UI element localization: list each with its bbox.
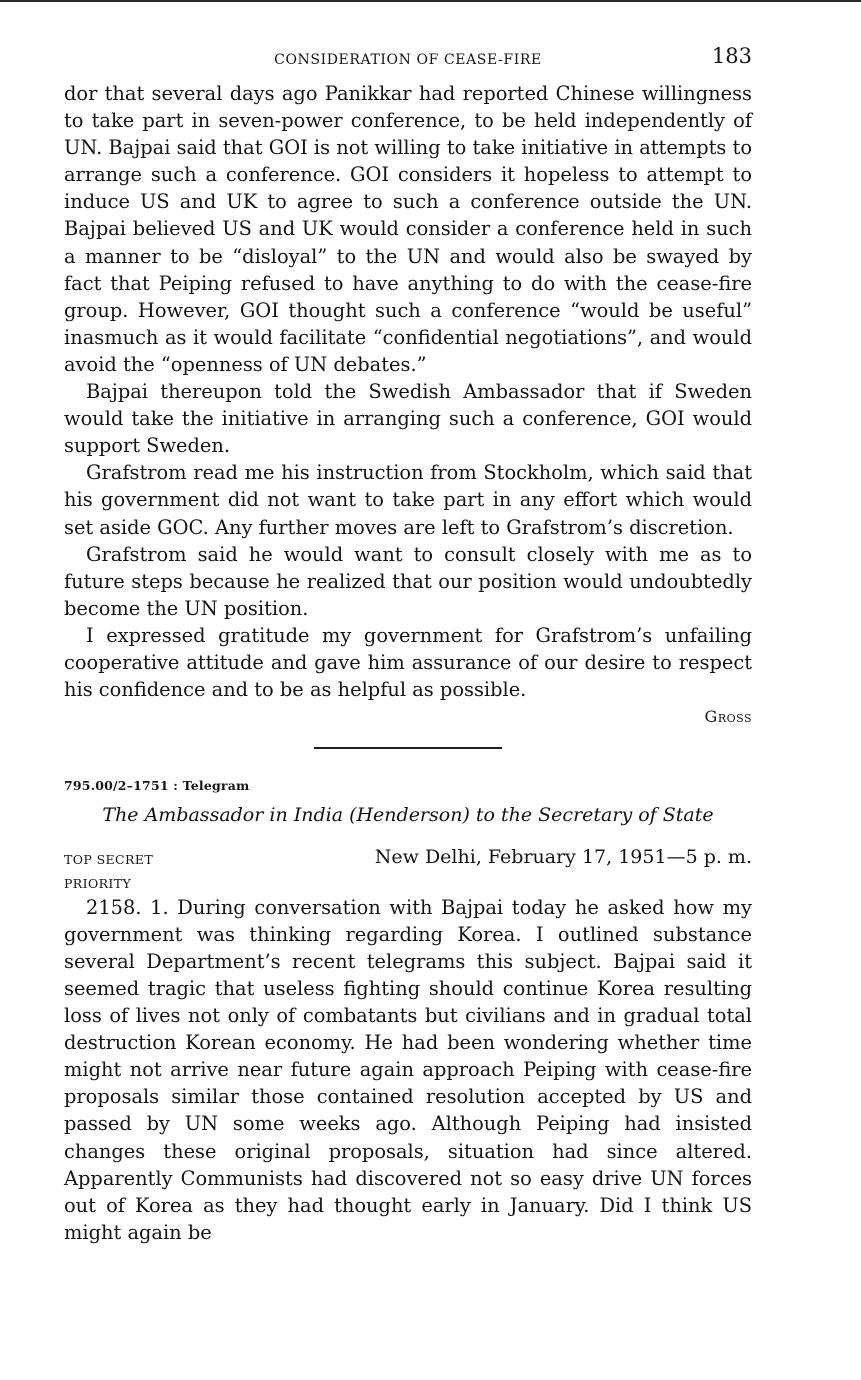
classification-label: TOP SECRET [64,851,154,867]
running-head-title: CONSIDERATION OF CEASE-FIRE [274,52,542,68]
page-number: 183 [711,44,752,68]
priority-label: PRIORITY [64,875,132,891]
paragraph: Grafstrom said he would want to consult closely with me as to future steps because he realized that our position would undoubtedly become the UN position. [64,542,752,620]
page-top-rule [0,0,861,2]
dateline: New Delhi, February 17, 1951—5 p. m. [374,845,752,868]
signature [64,706,752,728]
section-divider [314,747,502,749]
running-head [64,42,752,80]
telegram-body [64,894,752,1246]
document-page [64,42,752,1246]
document-meta [64,846,752,872]
file-reference: 795.00/2–1751 : Telegram [64,777,250,793]
paragraph: 2158. 1. During conversation with Bajpai today he asked how my government was thinking regarding Korea. I outlined substance several Department’s recent telegrams this subject. Bajpai said it seemed tragic that useless fighting should continue Korea resulting loss of lives not only of combatants but civilians and in gradual total destruction Korean economy. He had been wondering whether time might not arrive near future again approach Peiping with cease-fire proposals similar those contained resolution accepted by US and passed by UN some weeks ago. Although Peiping had insisted changes these original proposals, situation had since altered. Apparently Communists had discovered not so easy drive UN forces out of Korea as they had thought early in January. Did I think US might again be [64,895,752,1244]
document-title: The Ambassador in India (Henderson) to the Secretary of State [102,803,714,826]
paragraph: Bajpai thereupon told the Swedish Ambassador that if Sweden would take the initiative in arranging such a conference, GOI would support Sweden. [64,380,752,458]
paragraph: I expressed gratitude my government for Grafstrom’s unfailing cooperative attitude and gave him assurance of our desire to respect his confidence and to be as helpful as possible. [64,623,752,702]
signature-name: Gross [704,707,752,727]
preceding-document-body [64,80,752,703]
paragraph-continuation: dor that several days ago Panikkar had reported Chinese willingness to take part in seven-power conference, to be held independently of UN. Bajpai said that GOI is not willing to take initiative in attempts to arrange such a conference. GOI considers it hopeless to attempt to induce US and UK to agree to such a conference outside the UN. Bajpai believed US and UK would consider a conference held in such a manner to be “disloyal” to the UN and would also be swayed by fact that Peiping refused to have anything to do with the cease-fire group. However, GOI thought such a conference “would be useful” inasmuch as it would facilitate “confidential negotiations”, and would avoid the “openness of UN debates.” [64,82,752,376]
paragraph: Grafstrom read me his instruction from Stockholm, which said that his government did not want to take part in any effort which would set aside GOC. Any further moves are left to Grafstrom’s discretion. [64,461,752,539]
